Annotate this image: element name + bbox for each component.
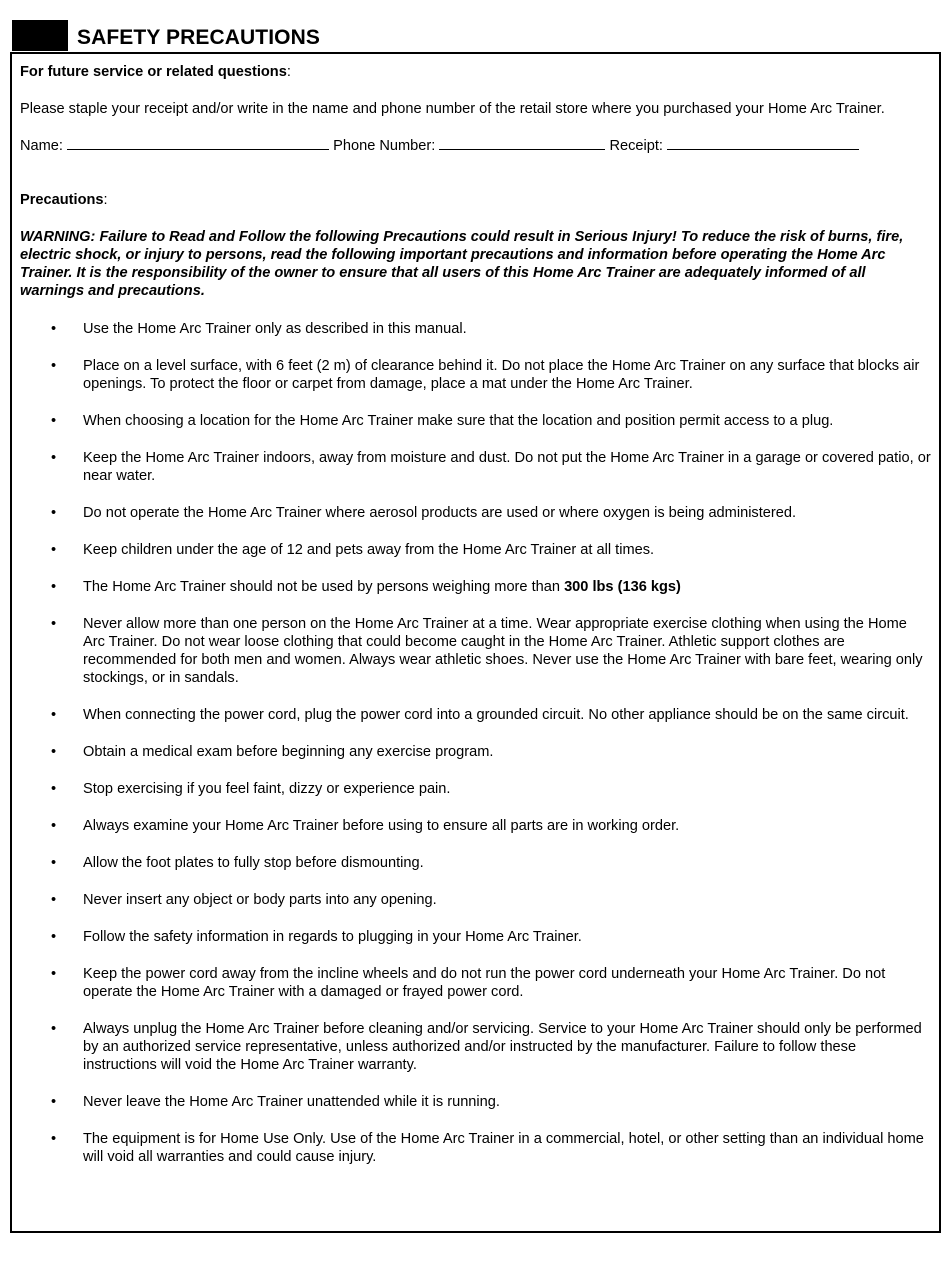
bullet-icon: • <box>51 413 57 429</box>
weight-limit: 300 lbs (136 kgs) <box>564 579 681 595</box>
list-item-text: Stop exercising if you feel faint, dizzy or experience pain. <box>83 781 451 797</box>
bullet-icon: • <box>51 744 57 760</box>
precautions-heading-colon: : <box>103 192 108 208</box>
list-item-weight <box>20 578 932 596</box>
bullet-icon: • <box>51 892 57 908</box>
list-item-text: When connecting the power cord, plug the power cord into a grounded circuit. No other appliance should be on the same circuit. <box>83 707 909 723</box>
service-heading: For future service or related questions <box>20 64 287 80</box>
name-label: Name: <box>20 138 63 154</box>
service-instructions: Please staple your receipt and/or write in the name and phone number of the retail store where you purchased your Home Arc Trainer. <box>20 101 885 117</box>
list-item-text: Keep children under the age of 12 and pets away from the Home Arc Trainer at all times. <box>83 542 655 558</box>
list-item-text: The equipment is for Home Use Only. Use of the Home Arc Trainer in a commercial, hotel, or other setting than an individual home will void all warranties and could cause injury. <box>83 1131 924 1165</box>
list-item-text: Allow the foot plates to fully stop before dismounting. <box>83 855 424 871</box>
bullet-icon: • <box>51 321 57 337</box>
receipt-label: Receipt: <box>609 138 663 154</box>
list-item <box>20 891 932 909</box>
list-item <box>20 541 932 559</box>
phone-blank-line <box>439 136 605 150</box>
warning-paragraph: WARNING: Failure to Read and Follow the following Precautions could result in Serious Injury! To reduce the risk of burns, fire, electric shock, or injury to persons, read the following important precautions and information before operating the Home Arc Trainer. It is the responsibility of the owner to ensure that all users of this Home Arc Trainer are adequately informed of all warnings and precautions. <box>20 229 904 299</box>
bullet-icon: • <box>51 505 57 521</box>
list-item-text: Obtain a medical exam before beginning any exercise program. <box>83 744 494 760</box>
list-item <box>20 412 932 430</box>
list-item <box>20 928 932 946</box>
page-title: SAFETY PRECAUTIONS <box>77 26 320 49</box>
bullet-icon: • <box>51 929 57 945</box>
list-item <box>20 320 932 338</box>
receipt-blank-line <box>667 136 859 150</box>
list-item <box>20 504 932 522</box>
bullet-icon: • <box>51 1131 57 1147</box>
list-item-text: Use the Home Arc Trainer only as described in this manual. <box>83 321 467 337</box>
bullet-icon: • <box>51 781 57 797</box>
list-item-text: Never insert any object or body parts into any opening. <box>83 892 437 908</box>
bullet-icon: • <box>51 966 57 982</box>
list-item-text: When choosing a location for the Home Arc Trainer make sure that the location and position permit access to a plug. <box>83 413 834 429</box>
service-heading-colon: : <box>286 64 291 80</box>
list-item <box>20 449 932 485</box>
document-body <box>20 63 932 1166</box>
list-item-text: Do not operate the Home Arc Trainer where aerosol products are used or where oxygen is being administered. <box>83 505 797 521</box>
precautions-heading: Precautions <box>20 192 104 208</box>
list-item-text: Place on a level surface, with 6 feet (2 m) of clearance behind it. Do not place the Home Arc Trainer on any surface that blocks air openings. To protect the floor or carpet from damage, place a mat under the Home Arc Trainer. <box>83 358 920 392</box>
phone-label: Phone Number: <box>333 138 436 154</box>
precautions-list <box>20 320 932 1166</box>
bullet-icon: • <box>51 358 57 374</box>
weight-text: The Home Arc Trainer should not be used by persons weighing more than <box>83 579 565 595</box>
bullet-icon: • <box>51 1021 57 1037</box>
list-item <box>20 1020 932 1074</box>
bullet-icon: • <box>51 818 57 834</box>
list-item <box>20 780 932 798</box>
list-item-text: Follow the safety information in regards to plugging in your Home Arc Trainer. <box>83 929 582 945</box>
list-item-text: Always unplug the Home Arc Trainer before cleaning and/or servicing. Service to your Home Arc Trainer should only be performed by an authorized service representative, unless authorized and/or instructed by the manufacturer. Failure to follow these instructions will void the Home Arc Trainer warranty. <box>83 1021 922 1073</box>
list-item <box>20 965 932 1001</box>
list-item-text: Never allow more than one person on the Home Arc Trainer at a time. Wear appropriate exercise clothing when using the Home Arc Trainer. Do not wear loose clothing that could become caught in the Home Arc Trainer. Athletic support clothes are recommended for both men and women. Always wear athletic shoes. Never use the Home Arc Trainer with bare feet, wearing only stockings, or in sandals. <box>83 616 923 686</box>
bullet-icon: • <box>51 542 57 558</box>
service-heading-line <box>20 63 932 81</box>
precautions-heading-line <box>20 191 932 209</box>
bullet-icon: • <box>51 707 57 723</box>
header-black-block <box>12 20 68 51</box>
list-item <box>20 743 932 761</box>
bullet-icon: • <box>51 579 57 595</box>
list-item <box>20 1093 932 1111</box>
list-item-text: Keep the Home Arc Trainer indoors, away from moisture and dust. Do not put the Home Arc Trainer in a garage or covered patio, or near water. <box>83 450 931 484</box>
list-item-text: Keep the power cord away from the incline wheels and do not run the power cord underneath your Home Arc Trainer. Do not operate the Home Arc Trainer with a damaged or frayed power cord. <box>83 966 886 1000</box>
name-blank-line <box>67 136 329 150</box>
list-item-text: Never leave the Home Arc Trainer unattended while it is running. <box>83 1094 500 1110</box>
list-item <box>20 357 932 393</box>
bullet-icon: • <box>51 855 57 871</box>
bullet-icon: • <box>51 1094 57 1110</box>
store-info-line <box>20 136 932 155</box>
bullet-icon: • <box>51 616 57 632</box>
list-item <box>20 706 932 724</box>
list-item <box>20 817 932 835</box>
list-item <box>20 1130 932 1166</box>
list-item-text: Always examine your Home Arc Trainer before using to ensure all parts are in working order. <box>83 818 680 834</box>
bullet-icon: • <box>51 450 57 466</box>
list-item <box>20 615 932 687</box>
list-item <box>20 854 932 872</box>
